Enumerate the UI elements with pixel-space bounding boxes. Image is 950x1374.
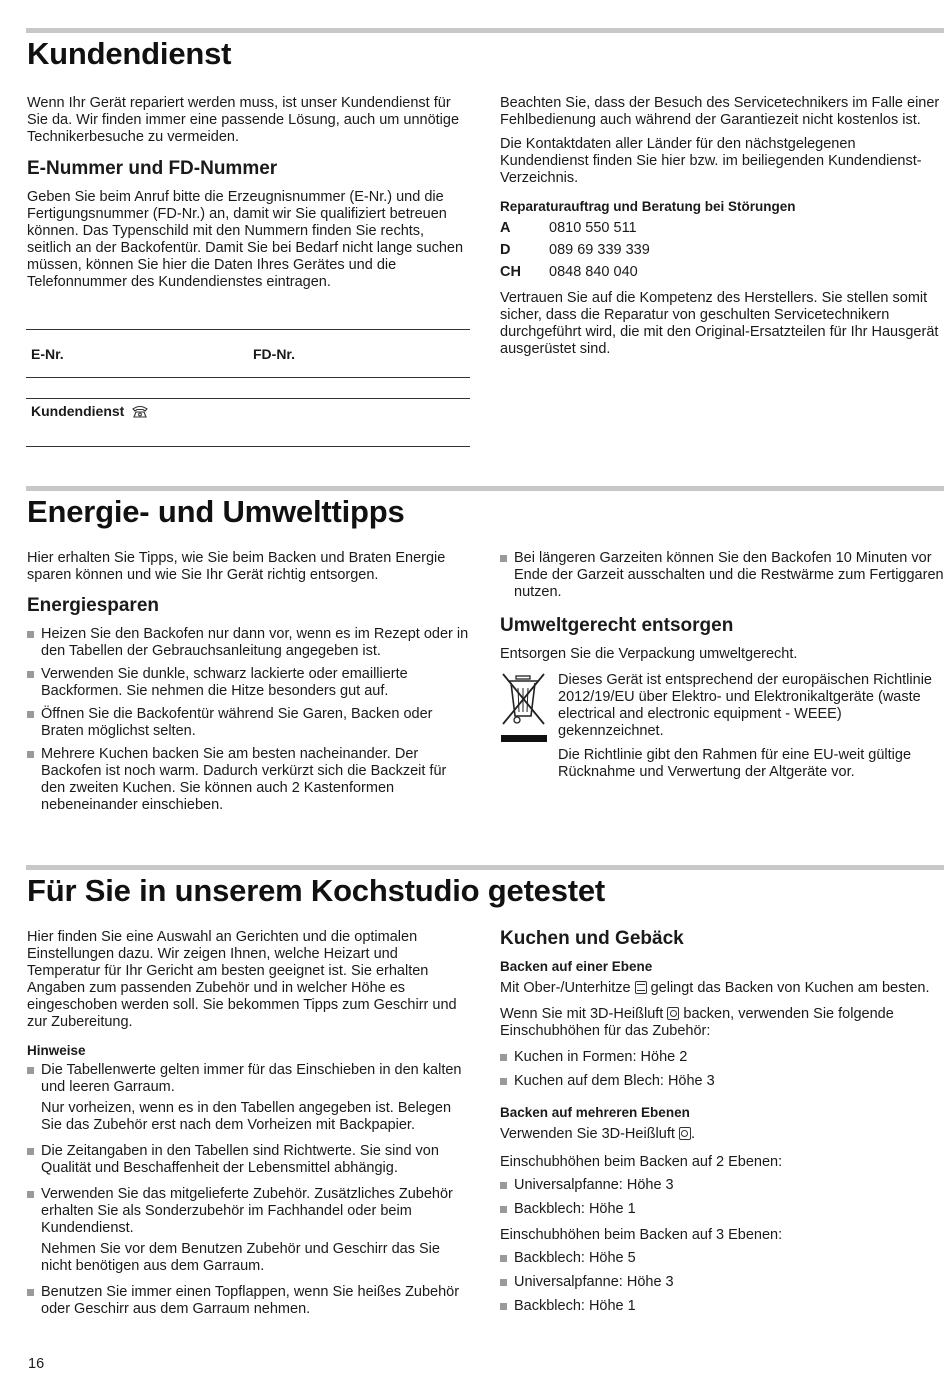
list-item-text: Universalpfanne: Höhe 3 [514,1274,674,1290]
fdnr-label: FD-Nr. [253,346,295,362]
bullet-icon [27,1148,34,1155]
energie-intro: Hier erhalten Sie Tipps, wie Sie beim Backen und Braten Energie sparen können und wie Sie Ihr Gerät richtig entsorgen. [27,550,446,583]
kundendienst-right-column [500,95,944,365]
list-item-text: Universalpfanne: Höhe 3 [514,1177,674,1193]
enr-label: E-Nr. [31,346,64,362]
contact-phone: 0848 840 040 [549,264,638,280]
energy-tips-list [27,626,471,814]
form-line [26,329,470,330]
page-number: 16 [28,1356,45,1372]
list-item-text: Kuchen auf dem Blech: Höhe 3 [514,1073,715,1089]
list-item-text: Kuchen in Formen: Höhe 2 [514,1049,688,1065]
list-item-text: Backblech: Höhe 5 [514,1250,636,1266]
contact-country: D [500,242,511,258]
umweltgerecht-heading: Umweltgerecht entsorgen [500,615,734,636]
contact-country: A [500,220,511,236]
kochstudio-right-column [500,928,944,1322]
bullet-icon [500,1255,507,1262]
contacts-heading: Reparaturauftrag und Beratung bei Störungen [500,199,796,214]
list-item [27,1186,471,1275]
list-item [500,1201,944,1218]
bullet-icon [27,1067,34,1074]
section-rule [26,865,944,870]
section-title-kochstudio: Für Sie in unserem Kochstudio getestet [27,873,606,908]
one-level-text-2b: backen, verwenden Sie folgende Einschubhöhen für das Zubehör: [500,1006,894,1039]
service-cost-note: Beachten Sie, dass der Besuch des Servicetechnikers im Falle einer Fehlbedienung auch während der Garantiezeit nicht kostenlos ist. [500,95,940,128]
one-level-text-1 [500,980,944,997]
energie-left-column [27,550,471,820]
tip-text: Öffnen Sie die Backofentür während Sie Garen, Backen oder Braten möglichst selten. [41,706,433,739]
multi-use-text-a: Verwenden Sie 3D-Heißluft [500,1126,675,1142]
hinweise-heading: Hinweise [27,1043,86,1058]
one-level-text-1b: gelingt das Backen von Kuchen am besten. [650,980,930,996]
tip-text: Bei längeren Garzeiten können Sie den Backofen 10 Minuten vor Ende der Garzeit ausschalten und die Restwärme zum Fertiggaren nutzen. [514,550,944,600]
enummer-body: Geben Sie beim Anruf bitte die Erzeugnisnummer (E-Nr.) und die Fertigungsnummer (FD-Nr.) an, damit wir Sie qualifiziert betreuen können. Das Typenschild mit den Nummern finden Sie rechts, seitlich an der Backofentür. Damit Sie bei Bedarf nicht lange suchen müssen, können Sie hier die Daten Ihres Gerätes und die Telefonnummer des Kundendienstes eintragen. [27,189,464,290]
list-item [500,1049,944,1066]
bullet-icon [27,1289,34,1296]
form-line [26,398,470,399]
bullet-icon [500,1279,507,1286]
energie-right-column [500,550,944,788]
list-item [27,626,471,660]
one-level-text-1a: Mit Ober-/Unterhitze [500,980,631,996]
dispose-packaging-text: Entsorgen Sie die Verpackung umweltgerecht. [500,646,798,662]
list-item [500,1177,944,1194]
two-levels-list [500,1177,944,1218]
service-label [31,403,149,419]
section-rule [26,486,944,491]
contact-phone: 0810 550 511 [549,220,637,236]
list-item [27,1143,471,1177]
notes-list [27,1062,471,1318]
three-levels-list [500,1250,944,1315]
one-level-heading: Backen auf einer Ebene [500,959,653,974]
note-subtext: Nur vorheizen, wenn es in den Tabellen angegeben ist. Belegen Sie das Zubehör erst nach dem Vorheizen mit Backpapier. [41,1100,452,1133]
kundendienst-left-column [27,95,471,298]
tip-text: Heizen Sie den Backofen nur dann vor, wenn es im Rezept oder in den Tabellen der Gebrauchsanleitung angegeben ist. [41,626,469,659]
multi-level-use-text [500,1126,944,1143]
bullet-icon [500,1303,507,1310]
form-line [26,446,470,447]
contact-row [500,264,944,281]
bullet-icon [500,1078,507,1085]
contact-row [500,242,944,259]
enummer-heading: E-Nummer und FD-Nummer [27,158,278,179]
one-level-list [500,1049,944,1090]
bullet-icon [27,751,34,758]
section-rule [26,28,944,33]
bullet-icon [500,1054,507,1061]
bullet-icon [27,1191,34,1198]
form-line [26,377,470,378]
multi-use-text-b: . [690,1126,695,1142]
energiesparen-heading: Energiesparen [27,595,159,616]
one-level-text-2 [500,1006,944,1040]
weee-text-1: Dieses Gerät ist entsprechend der europäischen Richtlinie 2012/19/EU über Elektro- und Elektronikaltgeräte (waste electrical and electronic equipment - WEEE) gekennzeichnet. [558,672,932,739]
list-item-text: Backblech: Höhe 1 [514,1298,636,1314]
note-text: Benutzen Sie immer einen Topflappen, wenn Sie heißes Zubehör oder Geschirr aus dem Garraum nehmen. [41,1284,460,1317]
bullet-icon [27,711,34,718]
bullet-icon [500,1206,507,1213]
note-text: Verwenden Sie das mitgelieferte Zubehör. Zusätzliches Zubehör erhalten Sie als Sonderzubehör im Fachhandel oder beim Kundendienst. [41,1186,453,1236]
list-item [27,706,471,740]
contact-row [500,220,944,237]
top-bottom-heat-icon [635,981,647,994]
contact-phone: 089 69 339 339 [549,242,650,258]
bullet-icon [500,555,507,562]
three-levels-label: Einschubhöhen beim Backen auf 3 Ebenen: [500,1227,783,1243]
service-label-text: Kundendienst [31,403,125,419]
contact-info-note: Die Kontaktdaten aller Länder für den nächstgelegenen Kundendienst finden Sie hier bzw. im beiliegenden Kundendienst-Verzeichnis. [500,136,922,186]
note-subtext: Nehmen Sie vor dem Benutzen Zubehör und Geschirr das Sie nicht benötigen aus dem Garraum. [41,1241,440,1274]
note-text: Die Zeitangaben in den Tabellen sind Richtwerte. Sie sind von Qualität und Beschaffenheit der Lebensmittel abhängig. [41,1143,439,1176]
note-text: Die Tabellenwerte gelten immer für das Einschieben in den kalten und leeren Garraum. [41,1062,462,1095]
list-item [27,1062,471,1134]
hot-air-3d-icon [679,1127,691,1140]
multi-level-heading: Backen auf mehreren Ebenen [500,1105,690,1120]
list-item [27,666,471,700]
list-item [500,550,944,601]
section-title-energie: Energie- und Umwelttipps [27,494,405,529]
tip-text: Verwenden Sie dunkle, schwarz lackierte oder emaillierte Backformen. Sie nehmen die Hitze besonders gut auf. [41,666,408,699]
two-levels-label: Einschubhöhen beim Backen auf 2 Ebenen: [500,1154,783,1170]
list-item [500,1250,944,1267]
bullet-icon [500,1182,507,1189]
list-item [500,1298,944,1315]
list-item [27,746,471,814]
weee-crossed-bin-icon [500,672,548,744]
phone-icon [131,404,149,418]
weee-block [500,672,944,781]
kochstudio-intro: Hier finden Sie eine Auswahl an Gerichten und die optimalen Einstellungen dazu. Wir zeigen Ihnen, welche Heizart und Temperatur für Ihr Gericht am besten geeignet ist. Sie erhalten Angaben zum passenden Zubehör und in welcher Höhe es eingeschoben werden soll. Sie bekommen Tipps zum Geschirr und zur Zubereitung. [27,929,457,1030]
contact-country: CH [500,264,521,280]
energy-tips-list-right [500,550,944,601]
hot-air-3d-icon [667,1007,679,1020]
weee-text-2: Die Richtlinie gibt den Rahmen für eine EU-weit gültige Rücknahme und Verwertung der Altgeräte vor. [558,747,912,780]
section-title-kundendienst: Kundendienst [27,36,232,71]
kochstudio-left-column [27,929,471,1327]
kundendienst-intro: Wenn Ihr Gerät repariert werden muss, ist unser Kundendienst für Sie da. Wir finden immer eine passende Lösung, auch um unnötige Technikerbesuche zu vermeiden. [27,95,460,145]
list-item [500,1073,944,1090]
list-item [500,1274,944,1291]
kuchen-heading: Kuchen und Gebäck [500,928,684,949]
bullet-icon [27,671,34,678]
tip-text: Mehrere Kuchen backen Sie am besten nacheinander. Der Backofen ist noch warm. Dadurch verkürzt sich die Backzeit für den zweiten Kuchen. Sie können auch 2 Kastenformen nebeneinander einschieben. [41,746,447,813]
list-item-text: Backblech: Höhe 1 [514,1201,636,1217]
one-level-text-2a: Wenn Sie mit 3D-Heißluft [500,1006,664,1022]
trust-manufacturer-note: Vertrauen Sie auf die Kompetenz des Herstellers. Sie stellen somit sicher, dass die Reparatur von geschulten Servicetechnikern durchgeführt wird, die mit den Original-Ersatzteilen für Ihr Hausgerät ausgerüstet sind. [500,290,939,357]
list-item [27,1284,471,1318]
bullet-icon [27,631,34,638]
